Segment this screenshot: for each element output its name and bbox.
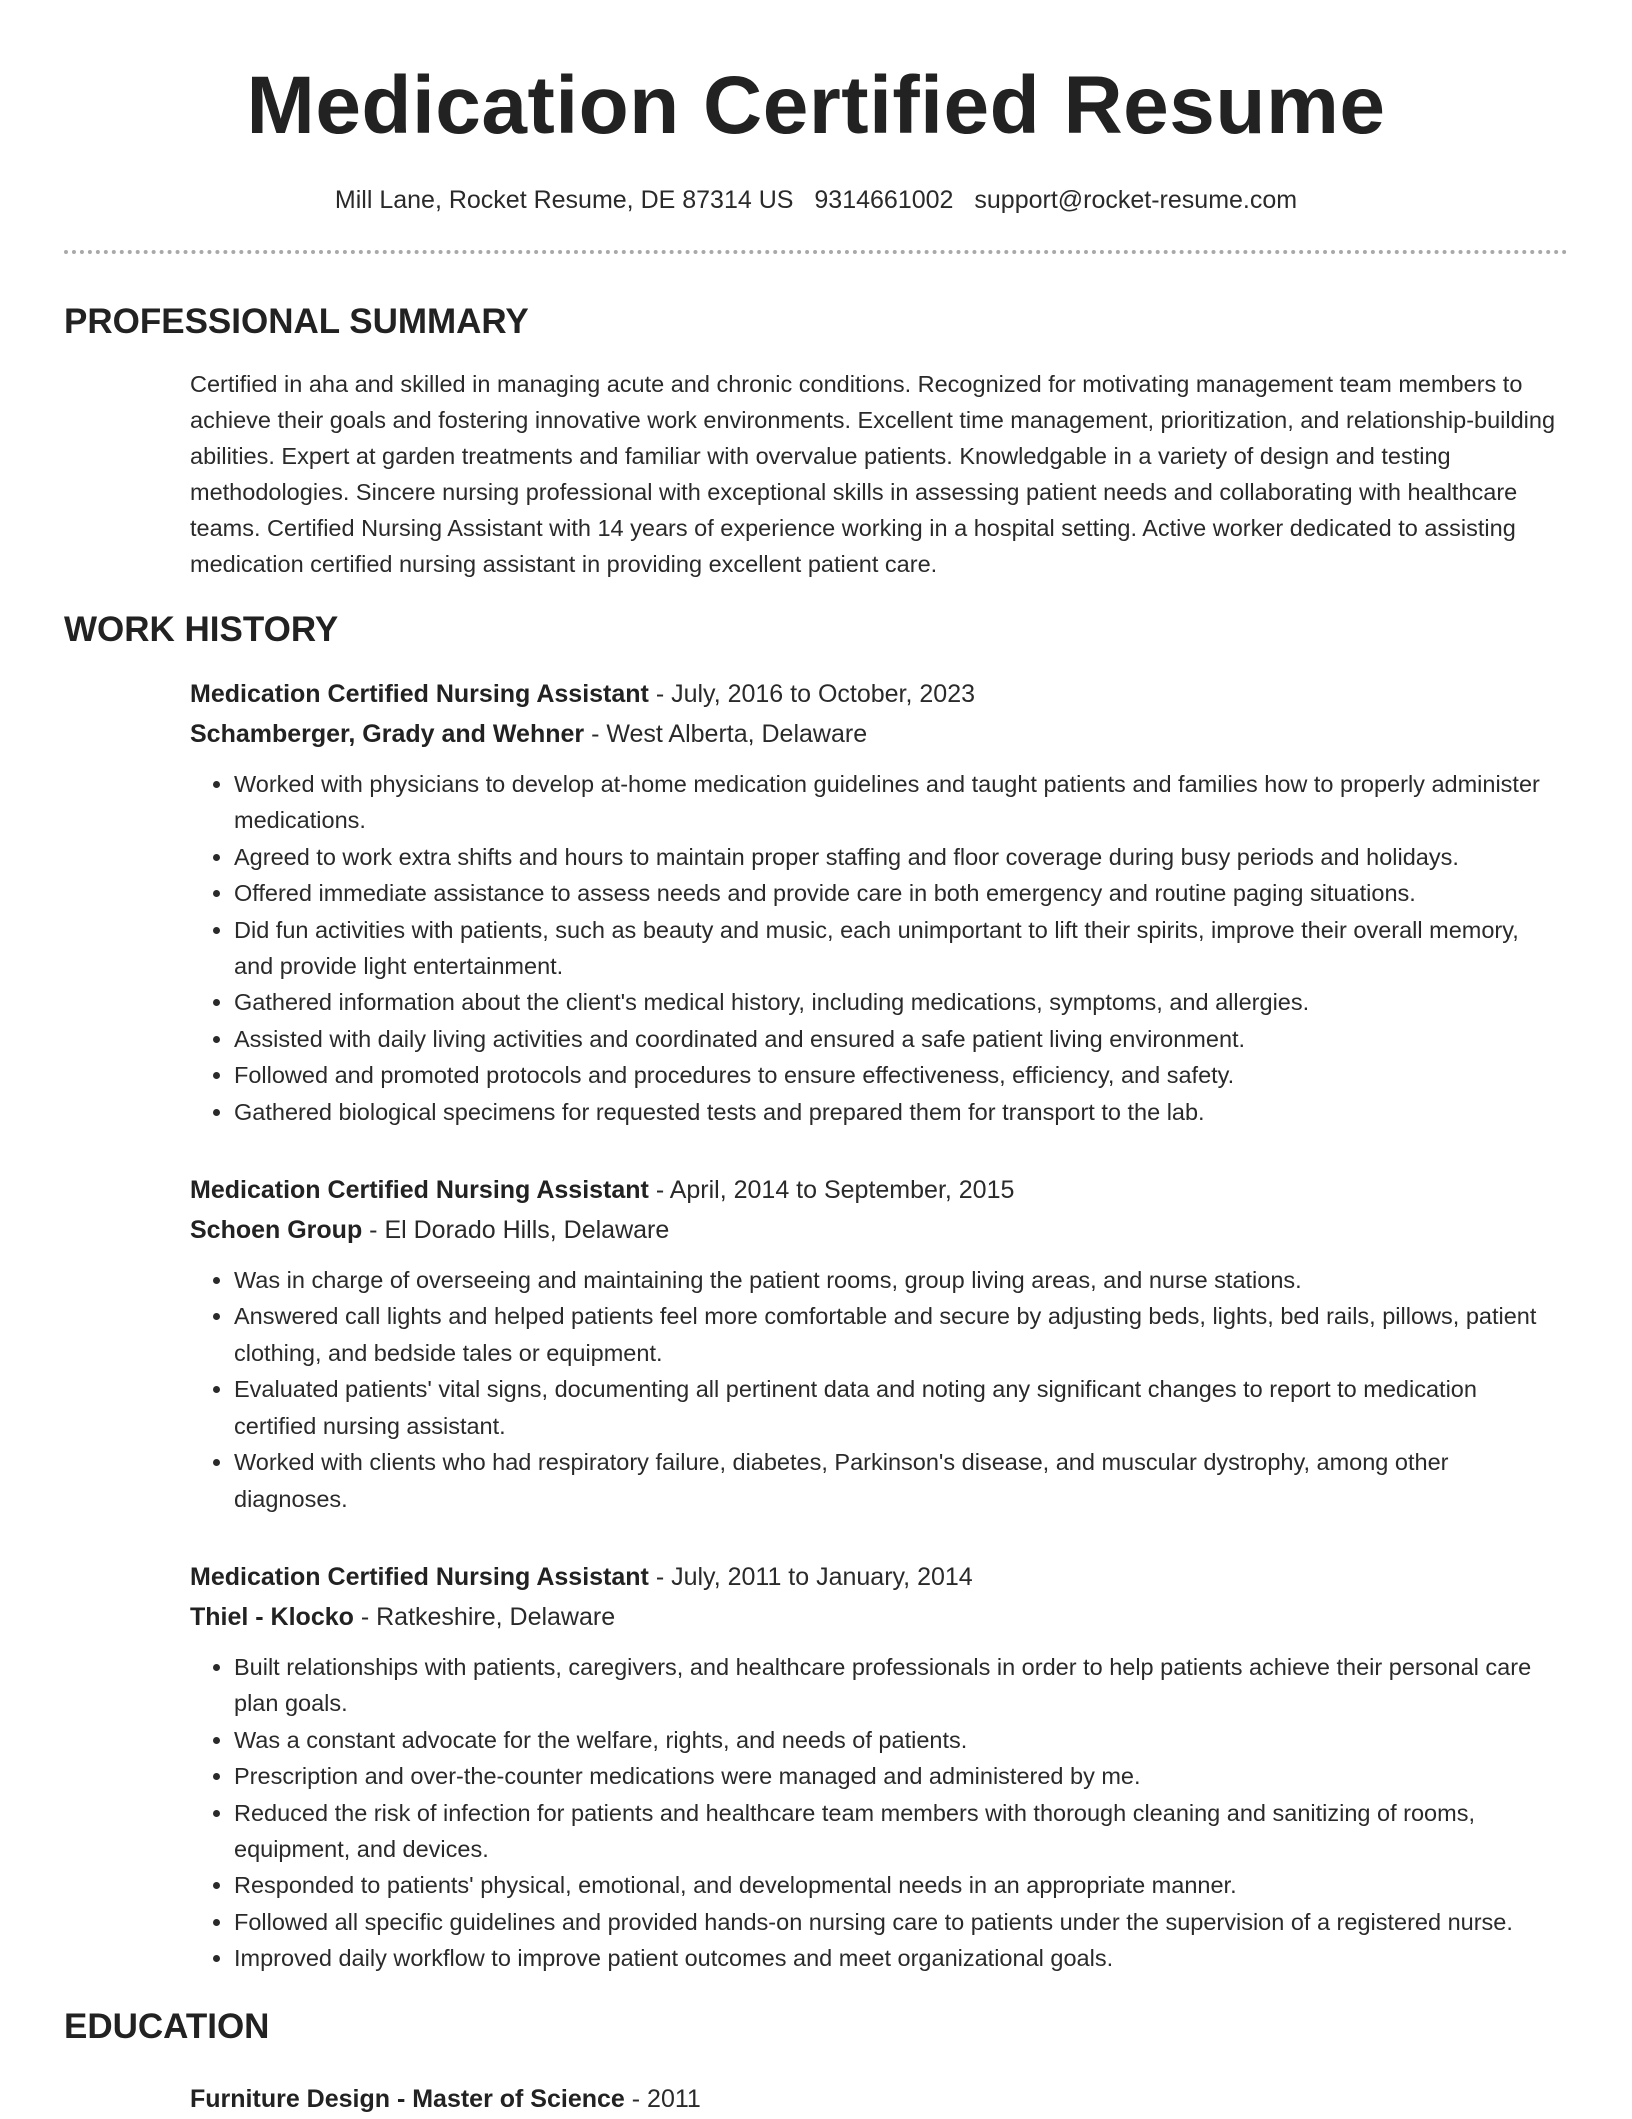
- job-location: - West Alberta, Delaware: [584, 720, 868, 748]
- summary-heading: PROFESSIONAL SUMMARY: [64, 302, 529, 341]
- job-title: Medication Certified Nursing Assistant: [190, 1176, 649, 1205]
- job-bullet: • Prescription and over-the-counter medications were managed and administered by me.: [234, 1758, 1568, 1794]
- job-company-line: [190, 714, 1568, 754]
- header-divider: [64, 250, 1568, 254]
- job-bullet: • Followed all specific guidelines and provided hands-on nursing care to patients under the supervision of a registered nurse.: [234, 1904, 1568, 1940]
- job-title: Medication Certified Nursing Assistant: [190, 1562, 649, 1591]
- contact-email: support@rocket-resume.com: [974, 186, 1298, 214]
- job-company-line: [190, 1597, 1568, 1637]
- job-entry: [190, 1170, 1568, 1517]
- job-bullet: • Answered call lights and helped patients feel more comfortable and secure by adjusting beds, lights, bed rails, pillows, patient clothing, and bedside tales or equipment.: [234, 1298, 1568, 1371]
- job-bullet: • Worked with physicians to develop at-home medication guidelines and taught patients and families how to properly administer medications.: [234, 766, 1568, 839]
- job-bullet: • Responded to patients' physical, emotional, and developmental needs in an appropriate manner.: [234, 1867, 1568, 1903]
- job-title-line: [190, 1170, 1568, 1210]
- contact-phone: 9314661002: [814, 186, 954, 214]
- job-bullet: • Was in charge of overseeing and maintaining the patient rooms, group living areas, and nurse stations.: [234, 1262, 1568, 1298]
- job-entry: [190, 674, 1568, 1130]
- job-company: Schamberger, Grady and Wehner: [190, 720, 585, 748]
- job-bullet: • Worked with clients who had respiratory failure, diabetes, Parkinson's disease, and muscular dystrophy, among other diagnoses.: [234, 1444, 1568, 1517]
- job-bullets: [190, 1649, 1568, 1977]
- job-bullet: • Built relationships with patients, caregivers, and healthcare professionals in order to help patients achieve their personal care plan goals.: [234, 1649, 1568, 1722]
- contact-info: [64, 184, 1568, 216]
- job-bullet: • Improved daily workflow to improve patient outcomes and meet organizational goals.: [234, 1940, 1568, 1976]
- job-dates: - April, 2014 to September, 2015: [648, 1176, 1015, 1205]
- job-bullets: [190, 766, 1568, 1130]
- job-bullet: • Reduced the risk of infection for patients and healthcare team members with thorough cleaning and sanitizing of rooms, equipment, and devices.: [234, 1795, 1568, 1868]
- job-bullet: • Gathered information about the client's medical history, including medications, symptoms, and allergies.: [234, 984, 1568, 1020]
- contact-address: Mill Lane, Rocket Resume, DE 87314 US: [334, 186, 794, 214]
- job-dates: - July, 2016 to October, 2023: [648, 680, 975, 708]
- work-history-heading: WORK HISTORY: [64, 610, 339, 649]
- job-company-line: [190, 1210, 1568, 1250]
- job-bullet: • Did fun activities with patients, such as beauty and music, each unimportant to lift their spirits, improve their overall memory, and provide light entertainment.: [234, 912, 1568, 985]
- education-degree: Furniture Design - Master of Science: [190, 2084, 625, 2113]
- resume-page: [64, 0, 1568, 2119]
- job-title-line: [190, 674, 1568, 714]
- job-company: Thiel - Klocko: [190, 1602, 354, 1631]
- job-bullet: • Followed and promoted protocols and procedures to ensure effectiveness, efficiency, and safety.: [234, 1057, 1568, 1093]
- job-bullet: • Assisted with daily living activities and coordinated and ensured a safe patient living environment.: [234, 1021, 1568, 1057]
- job-dates: - July, 2011 to January, 2014: [648, 1562, 973, 1591]
- job-bullet: • Agreed to work extra shifts and hours to maintain proper staffing and floor coverage during busy periods and holidays.: [234, 839, 1568, 875]
- job-bullets: [190, 1262, 1568, 1517]
- job-bullet: • Evaluated patients' vital signs, documenting all pertinent data and noting any significant changes to report to medication certified nursing assistant.: [234, 1371, 1568, 1444]
- job-location: - El Dorado Hills, Delaware: [362, 1216, 670, 1245]
- job-location: - Ratkeshire, Delaware: [353, 1602, 616, 1631]
- education-entry: [190, 2079, 1568, 2119]
- job-bullet: • Gathered biological specimens for requested tests and prepared them for transport to the lab.: [234, 1094, 1568, 1130]
- job-title-line: [190, 1557, 1568, 1597]
- education-year: - 2011: [624, 2084, 701, 2113]
- job-company: Schoen Group: [190, 1216, 363, 1245]
- resume-title: Medication Certified Resume: [246, 60, 1386, 151]
- summary-text: Certified in aha and skilled in managing acute and chronic conditions. Recognized for motivating management team members to achieve their goals and fostering innovative work environments. Excellent time management, prioritization, and relationship-building abilities. Expert at garden treatments and familiar with overvalue patients. Knowledgable in a variety of design and testing methodologies. Sincere nursing professional with exceptional skills in assessing patient needs and collaborating with healthcare teams. Certified Nursing Assistant with 14 years of experience working in a hospital setting. Active worker dedicated to assisting medication certified nursing assistant in providing excellent patient care.: [190, 371, 1556, 577]
- job-bullet: • Was a constant advocate for the welfare, rights, and needs of patients.: [234, 1722, 1568, 1758]
- education-heading: EDUCATION: [64, 2006, 270, 2046]
- job-title: Medication Certified Nursing Assistant: [190, 680, 649, 708]
- job-bullet: • Offered immediate assistance to assess needs and provide care in both emergency and routine paging situations.: [234, 875, 1568, 911]
- job-entry: [190, 1557, 1568, 1977]
